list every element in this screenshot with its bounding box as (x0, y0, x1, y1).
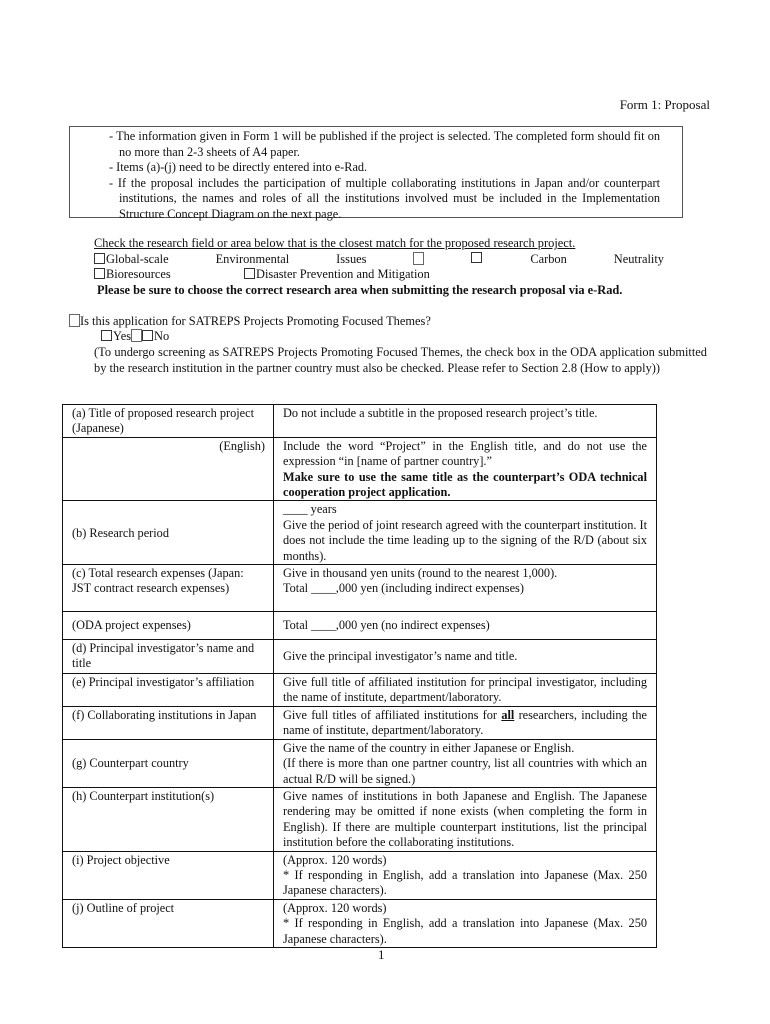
option-yes[interactable]: Yes (101, 329, 131, 343)
checkbox-icon[interactable] (471, 252, 482, 263)
option-text: Carbon (530, 252, 567, 266)
research-area-notice: Please be sure to choose the correct research area when submitting the research proposal via e-Rad. (97, 283, 623, 297)
table-row (63, 565, 657, 612)
label-research-period: (b) Research period (63, 501, 274, 565)
value-pi-affiliation[interactable]: Give full title of affiliated institution for principal investigator, including the name of institute, department/laboratory. (274, 674, 657, 707)
label-collaborating-institutions: (f) Collaborating institutions in Japan (63, 706, 274, 739)
label-principal-investigator: (d) Principal investigator’s name and title (63, 640, 274, 674)
missing-glyph-icon (131, 329, 142, 342)
value-counterpart-country[interactable]: Give the name of the country in either Japanese or English. (If there is more than one partner country, list all countries with which an actual R/D will be signed.) (274, 739, 657, 787)
instruction-item: - If the proposal includes the participation of multiple collaborating institutions in Japan and/or counterpart institutions, the names and roles of all the institutions involved must be included in the Implementation Structure Concept Diagram on the next page. (109, 175, 660, 221)
option-no[interactable]: No (142, 329, 169, 343)
label-counterpart-country: (g) Counterpart country (63, 739, 274, 787)
option-text: Neutrality (613, 252, 664, 266)
table-row (63, 899, 657, 947)
table-row (63, 851, 657, 899)
table-row (63, 501, 657, 565)
proposal-table (62, 404, 657, 948)
value-collaborating-institutions[interactable]: Give full titles of affiliated institutions for all researchers, including the name of institute, department/laboratory. (274, 706, 657, 739)
option-bioresources[interactable]: Bioresources (94, 267, 244, 283)
table-row (63, 706, 657, 739)
table-row (63, 674, 657, 707)
label-project-objective: (i) Project objective (63, 851, 274, 899)
value-total-research-expenses[interactable]: Give in thousand yen units (round to the nearest 1,000). Total ____,000 yen (including indirect expenses) (274, 565, 657, 612)
table-row (63, 405, 657, 438)
checkbox-icon[interactable] (244, 268, 255, 279)
option-global-scale[interactable]: Global-scale (94, 252, 169, 268)
yes-no-options (101, 329, 169, 345)
option-text: Environmental (215, 252, 290, 266)
missing-glyph-icon (413, 252, 424, 265)
checkbox-icon[interactable] (94, 253, 105, 264)
table-row (63, 739, 657, 787)
value-counterpart-institutions[interactable]: Give names of institutions in both Japanese and English. The Japanese rendering may be omitted if none exists (when completing the form in English). If there are multiple counterpart institutions, list the principal institution before the collaborating institutions. (274, 787, 657, 851)
focused-themes-question: Is this application for SATREPS Projects Promoting Focused Themes? (69, 314, 709, 330)
value-title-japanese[interactable]: Do not include a subtitle in the proposed research project’s title. (274, 405, 657, 438)
label-title-japanese: (a) Title of proposed research project (Japanese) (63, 405, 274, 438)
value-principal-investigator[interactable]: Give the principal investigator’s name and title. (274, 640, 657, 674)
instructions-box (69, 126, 683, 221)
checkbox-icon[interactable] (94, 268, 105, 279)
instruction-item: - Items (a)-(j) need to be directly entered into e-Rad. (109, 160, 368, 174)
research-field-options-row (94, 252, 664, 268)
option-disaster-prevention[interactable]: Disaster Prevention and Mitigation (244, 267, 430, 283)
research-field-heading: Check the research field or area below that is the closest match for the proposed research project. (94, 236, 576, 250)
form-label: Form 1: Proposal (619, 97, 710, 112)
label-title-english: (English) (63, 437, 274, 501)
focused-themes-note: (To undergo screening as SATREPS Projects Promoting Focused Themes, the check box in the ODA application submitted by the research institution in the partner country must also be checked. Please refer to Section 2.8 (How to apply)) (94, 345, 707, 375)
instruction-item: - The information given in Form 1 will be published if the project is selected. The completed form should fit on no more than 2-3 sheets of A4 paper. (109, 129, 660, 159)
label-pi-affiliation: (e) Principal investigator’s affiliation (63, 674, 274, 707)
value-outline-of-project[interactable]: (Approx. 120 words) * If responding in English, add a translation into Japanese (Max. 250 Japanese characters). (274, 899, 657, 947)
label-counterpart-institutions: (h) Counterpart institution(s) (63, 787, 274, 851)
label-oda-project-expenses: (ODA project expenses) (63, 612, 274, 640)
value-project-objective[interactable]: (Approx. 120 words) * If responding in English, add a translation into Japanese (Max. 250 Japanese characters). (274, 851, 657, 899)
missing-glyph-icon (69, 314, 80, 327)
value-title-english[interactable]: Include the word “Project” in the English title, and do not use the expression “in [name of partner country].” Make sure to use the same title as the counterpart’s ODA technical cooperation project application. (274, 437, 657, 501)
table-row (63, 787, 657, 851)
option-text: Issues (336, 252, 367, 266)
research-field-options-row (94, 267, 664, 283)
value-research-period[interactable]: ____ years Give the period of joint research agreed with the counterpart institution. It does not include the time leading up to the signing of the R/D (about six months). (274, 501, 657, 565)
label-outline-of-project: (j) Outline of project (63, 899, 274, 947)
page-number: 1 (378, 947, 385, 962)
value-oda-project-expenses[interactable]: Total ____,000 yen (no indirect expenses) (274, 612, 657, 640)
table-row (63, 612, 657, 640)
label-total-research-expenses: (c) Total research expenses (Japan: JST contract research expenses) (63, 565, 274, 612)
table-row (63, 437, 657, 501)
table-row (63, 640, 657, 674)
checkbox-icon[interactable] (142, 330, 153, 341)
checkbox-icon[interactable] (101, 330, 112, 341)
